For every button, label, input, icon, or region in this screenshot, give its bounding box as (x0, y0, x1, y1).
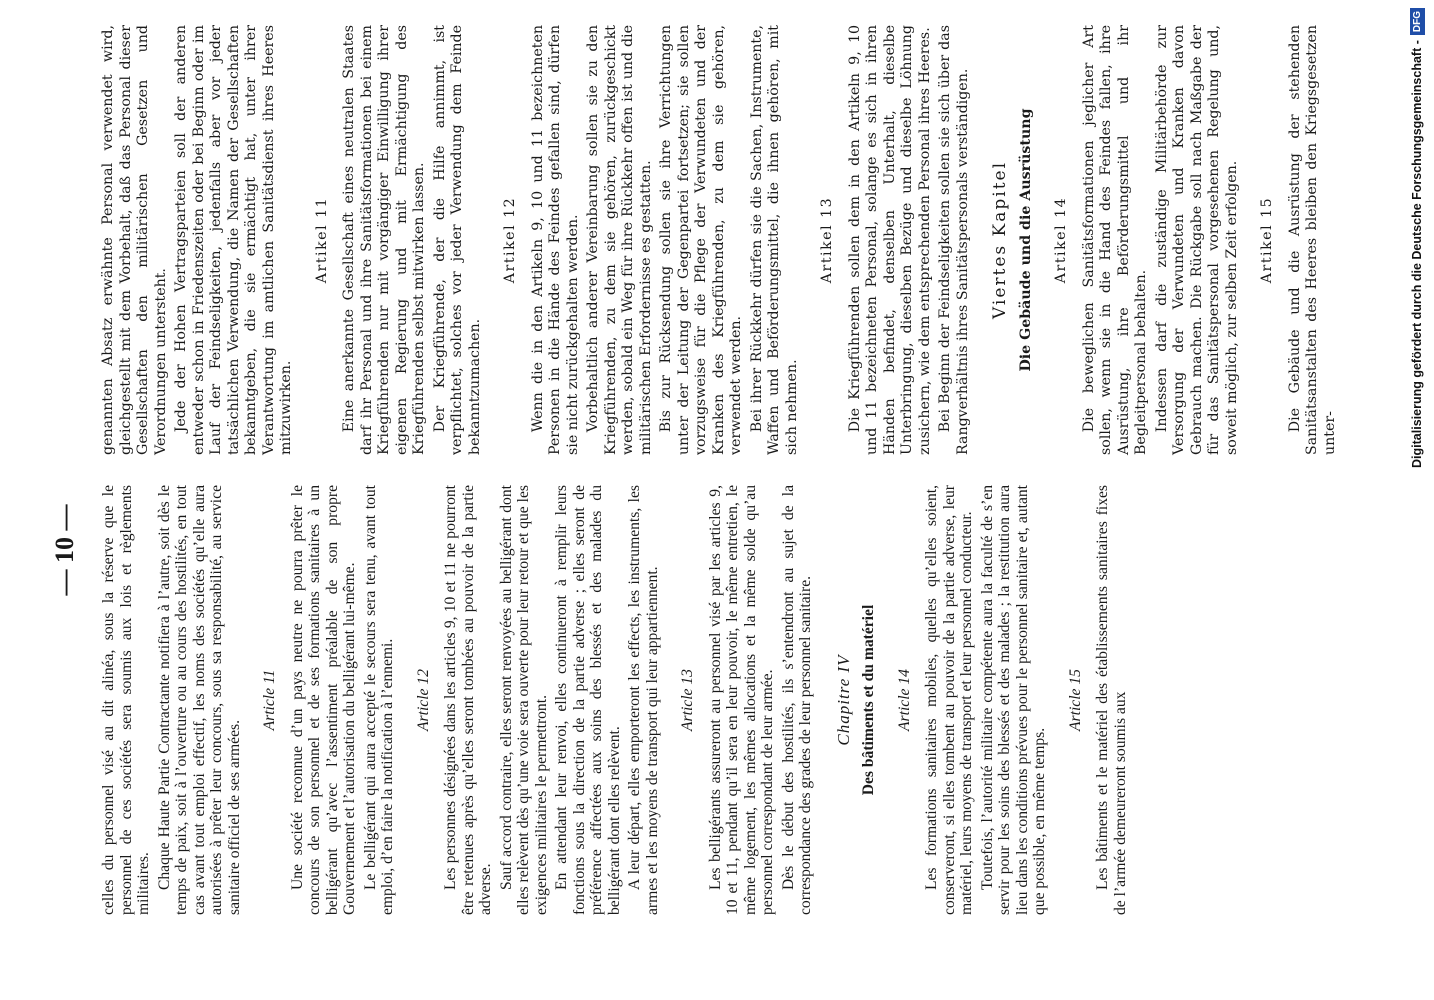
french-paragraph: En attendant leur renvoi, elles continueront à remplir leurs fonctions sous la direction de la partie adverse ; elles seront de préférence affectées aux soins des blessés et des malades du belligérant dont elles relèvent. (553, 485, 623, 915)
german-column (100, 25, 1342, 455)
german-paragraph: Jede der Hohen Vertragsparteien soll der anderen entweder schon in Friedenszeiten oder bei Beginn oder im Lauf der Feindseligkeiten, jedenfalls aber vor jeder tatsächlichen Verwendung, die Namen der Gesellschaften bekanntgeben, die sie ermächtigt hat, unter ihrer Verantwortung im amtlichen Sanitätsdienst ihres Heeres mitzuwirken. (173, 25, 294, 455)
page-number: — 10 — (50, 504, 79, 596)
german-paragraph: Vorbehaltlich anderer Vereinbarung sollen sie zu den Kriegführenden, zu dem sie gehören, zurückgeschickt werden, sobald ein Weg für ihre Rückkehr offen ist und die militärischen Erfordernisse es gestatten. (585, 25, 654, 455)
german-paragraph: Die beweglichen Sanitätsformationen jeglicher Art sollen, wenn sie in die Hand des Feindes fallen, ihre Ausrüstung, ihre Beförderungsmittel und ihr Begleitpersonal behalten. (1080, 25, 1149, 455)
german-paragraph: Die Kriegführenden sollen dem in den Artikeln 9, 10 und 11 bezeichneten Personal, solange es sich in ihren Händen befindet, denselben Unterhalt, dieselbe Unterbringung, dieselben Bezüge und dieselbe Löhnung zusichern, wie dem entsprechenden Personal ihres Heeres. (846, 25, 933, 455)
french-paragraph: A leur départ, elles emporteront les effects, les instruments, les armes et les moyens de transport qui leur appartiennent. (626, 485, 661, 915)
french-article-heading: Article 11 (261, 669, 278, 731)
french-chapter-title: Des bâtiments et du matériel (860, 604, 877, 796)
german-paragraph: Eine anerkannte Gesellschaft eines neutralen Staates darf ihr Personal und ihre Sanitätsformationen bei einem Kriegführenden nur mit vorgängiger Einwilligung ihrer eigenen Regierung und mit Ermächtigung des Kriegführenden selbst mitwirken lassen. (341, 25, 427, 455)
french-paragraph: celles du personnel visé au dit alinéa, sous la réserve que le personnel de ces sociétés sera soumis aux lois et règlements militaires. (100, 485, 152, 915)
french-paragraph: Les bâtiments et le matériel des établissements sanitaires fixes de l’armée demeureront soumis aux (1094, 485, 1129, 915)
french-paragraph: Les personnes désignées dans les articles 9, 10 et 11 ne pourront être retenues après qu’elles seront tombées au pouvoir de la partie adverse. (442, 485, 494, 915)
german-chapter-title: Die Gebäude und die Ausrüstung (1017, 108, 1034, 372)
french-paragraph: Une société reconnue d’un pays neutre ne pourra prêter le concours de son personnel et de ses formations sanitaires à un belligérant qu’avec l’assentiment préalable de son propre Gouvernement et l’autorisation du belligérant lui-même. (288, 485, 358, 915)
french-paragraph: Sauf accord contraire, elles seront renvoyées au belligérant dont elles relèvent dès qu’une voie sera ouverte pour leur retour et que les exigences militaires le permettront. (497, 485, 550, 915)
credit-line (1400, 0, 1434, 1000)
french-article-heading: Article 13 (679, 669, 696, 731)
french-paragraph: Dès le début des hostilités, ils s’entendront au sujet de la correspondance des grades de leur personnel sanitaire. (779, 485, 814, 915)
french-column (100, 485, 1132, 915)
rotated-page (0, 25, 1350, 1000)
german-article-heading: Artikel 11 (313, 196, 330, 284)
german-paragraph: Indessen darf die zuständige Militärbehörde zur Versorgung der Verwundeten und Kranken davon Gebrauch machen. Die Rückgabe soll nach Maßgabe der für das Sanitätspersonal vorgesehenen Regelung und, soweit möglich, zur selben Zeit erfolgen. (1153, 25, 1240, 455)
dfg-logo: DFG (1410, 8, 1425, 35)
german-article-heading: Artikel 14 (1053, 196, 1069, 284)
german-paragraph: Bei ihrer Rückkehr dürfen sie die Sachen, Instrumente, Waffen und Beförderungsmittel, die ihnen gehören, mit sich nehmen. (748, 25, 800, 455)
german-paragraph: Bis zur Rücksendung sollen sie ihre Verrichtungen unter der Leitung der Gegenpartei fortsetzen; sie sollen vorzugsweise für die Pflege der Verwundeten und der Kranken des Kriegführenden, zu dem sie gehören, verwendet werden. (658, 25, 744, 455)
german-paragraph: Der Kriegführende, der die Hilfe annimmt, ist verpflichtet, solches vor jeder Verwendung dem Feinde bekanntzumachen. (431, 25, 483, 455)
german-paragraph: Die Gebäude und die Ausrüstung der stehenden Sanitätsanstalten des Heeres bleiben den Kriegsgesetzen unter- (1286, 25, 1338, 455)
credit-text: Digitalisierung gefördert durch die Deutsche Forschungsgemeinschaft - (1410, 40, 1424, 468)
german-article-heading: Artikel 12 (502, 196, 518, 284)
german-article-heading: Artikel 13 (819, 196, 835, 284)
page-content (0, 25, 1350, 1000)
french-paragraph: Les belligérants assureront au personnel visé par les articles 9, 10 et 11, pendant qu’il sera en leur pouvoir, le même entretien, le même logement, les mêmes allocations et la même solde qu’au personnel correspondant de leur armée. (706, 485, 776, 915)
french-paragraph: Les formations sanitaires mobiles, quelles qu’elles soient, conserveront, si elles tombent au pouvoir de la partie adverse, leur matériel, leurs moyens de transport et leur personnel conducteur. (923, 485, 975, 915)
french-paragraph: Le belligérant qui aura accepté le secours sera tenu, avant tout emploi, d’en faire la notification à l’ennemi. (361, 485, 396, 915)
german-article-heading: Artikel 15 (1259, 196, 1275, 284)
french-chapter-heading: Chapitre IV (833, 654, 853, 746)
french-article-heading: Article 14 (895, 669, 913, 731)
german-paragraph: Wenn die in den Artikeln 9, 10 und 11 bezeichneten Personen in die Hände des Feindes gefallen sind, dürfen sie nicht zurückgehalten werden. (529, 25, 581, 455)
french-article-heading: Article 12 (414, 669, 432, 731)
french-paragraph: Toutefois, l’autorité militaire compétente aura la faculté de s’en servir pour les soins des blessés et des malades ; la restitution aura lieu dans les conditions prévues pour le personnel sanitaire et, autant que possible, en même temps. (978, 485, 1048, 915)
french-paragraph: Chaque Haute Partie Contractante notifiera à l’autre, soit dès le temps de paix, soit à l’ouverture ou au cours des hostilités, en tout cas avant tout emploi effectif, les noms des sociétés qu’elle aura autorisées à prêter leur concours, sous sa responsabilité, au service sanitaire officiel de ses armées. (155, 485, 243, 915)
french-article-heading: Article 15 (1066, 669, 1084, 731)
german-chapter-heading: Viertes Kapitel (990, 160, 1010, 320)
german-paragraph: genannten Absatz erwähnte Personal verwendet wird, gleichgestellt mit dem Vorbehalt, daß das Personal dieser Gesellschaften den militärischen Gesetzen und Verordnungen untersteht. (100, 25, 169, 455)
german-paragraph: Bei Beginn der Feindseligkeiten sollen sie sich über das Rangverhältnis ihres Sanitätspersonals verständigen. (937, 25, 971, 455)
credit-strip (1400, 0, 1434, 1000)
